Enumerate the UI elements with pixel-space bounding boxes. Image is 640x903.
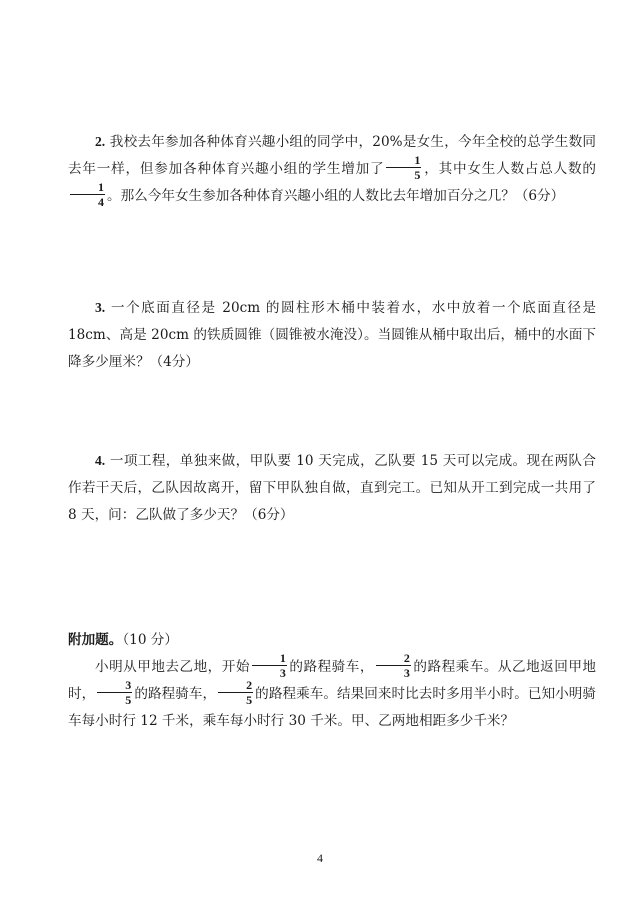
fraction-numerator: 1 — [386, 154, 421, 168]
fraction-numerator: 2 — [376, 652, 411, 666]
question-3-text — [68, 294, 596, 376]
bonus-text-part-2: 的路程骑车， — [288, 659, 374, 675]
question-3-number: 3. — [95, 300, 106, 315]
question-2-text-part-1: 我校去年参加各种体育兴趣小组的同学中，20%是女生，今年全校的总学生数同去年一样，但参加各种体育兴趣小组的学生增加了 — [68, 134, 596, 177]
fraction-numerator: 1 — [70, 181, 105, 195]
bonus-text — [68, 651, 597, 735]
question-2-text — [68, 128, 596, 210]
bonus-text-part-5: 的路程乘车。结果回来时比去时多用半小时。已知小明骑车每小时行 12 千米，乘车每小时行 30 千米。甲、乙两地相距多少千米？ — [68, 686, 597, 729]
fraction-numerator: 1 — [252, 652, 287, 666]
fraction-denominator: 5 — [414, 168, 421, 182]
fraction-numerator: 2 — [218, 679, 253, 693]
bonus-title: 附加题。 — [68, 632, 123, 648]
question-2-number: 2. — [95, 134, 106, 149]
bonus-score: （10 分） — [122, 632, 178, 648]
bonus-heading — [68, 627, 596, 654]
fraction-one-third — [252, 652, 287, 679]
bonus-question — [68, 627, 596, 735]
question-2-text-part-2: ，其中女生人数占总人数的 — [423, 161, 597, 177]
fraction-denominator: 5 — [125, 693, 132, 707]
fraction-three-fifths — [97, 679, 132, 706]
fraction-two-thirds — [376, 652, 411, 679]
question-3 — [68, 294, 596, 376]
question-4-text — [68, 447, 596, 529]
bonus-text-part-1: 小明从甲地去乙地，开始 — [95, 659, 250, 675]
fraction-numerator: 3 — [97, 679, 132, 693]
question-2-text-part-3: 。那么今年女生参加各种体育兴趣小组的人数比去年增加百分之几？（6分） — [107, 188, 565, 204]
fraction-denominator: 3 — [279, 666, 286, 680]
page-number: 4 — [317, 851, 323, 865]
question-4-number: 4. — [95, 453, 106, 468]
question-2 — [68, 128, 596, 210]
question-3-body: 一个底面直径是 20cm 的圆柱形木桶中装着水，水中放着一个底面直径是 18cm、高是 20cm 的铁质圆锥（圆锥被水淹没）。当圆锥从桶中取出后，桶中的水面下降多少厘米？（4分） — [68, 300, 596, 370]
fraction-denominator: 3 — [403, 666, 410, 680]
fraction-one-quarter — [70, 181, 105, 208]
question-4-body: 一项工程，单独来做，甲队要 10 天完成，乙队要 15 天可以完成。现在两队合作若干天后，乙队因故离开，留下甲队独自做，直到完工。已知从开工到完成一共用了 8 天，问：乙队做了多少天？（6分） — [68, 453, 596, 523]
fraction-one-fifth — [386, 154, 421, 181]
bonus-text-part-4: 的路程骑车， — [134, 686, 217, 702]
fraction-two-fifths — [218, 679, 253, 706]
fraction-denominator: 4 — [98, 195, 104, 209]
question-4 — [68, 447, 596, 529]
fraction-denominator: 5 — [246, 693, 253, 707]
bonus-text-part-3: 的路程乘车。从乙地返回甲地时， — [68, 659, 597, 702]
